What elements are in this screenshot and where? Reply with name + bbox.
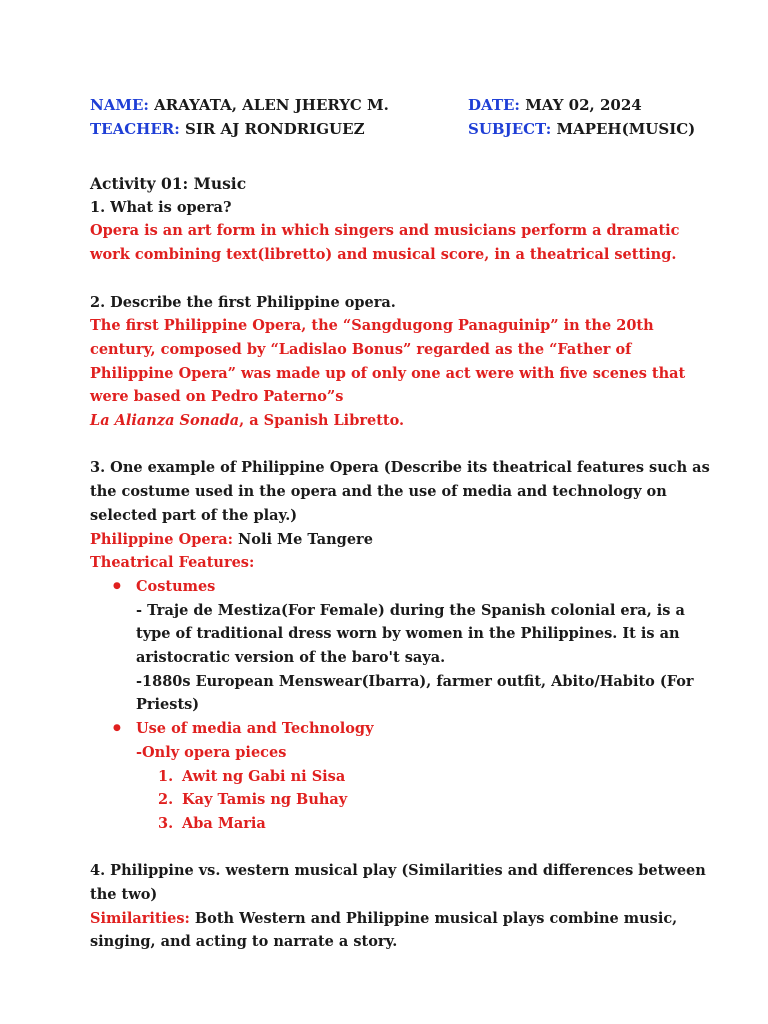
media-note: -Only opera pieces: [136, 743, 287, 761]
opera-pieces-list: [136, 765, 710, 836]
document-body: [90, 172, 710, 954]
date-label: DATE:: [468, 96, 520, 114]
subject-line: [468, 119, 695, 139]
answer-1: Opera is an art form in which singers and musicians perform a dramatic work combining text(libretto) and musical score, in a theatrical setting.: [90, 222, 680, 264]
costumes-label: ● Costumes: [136, 577, 216, 595]
teacher-label: TEACHER:: [90, 120, 180, 138]
name-line: [90, 95, 389, 115]
activity-title: Activity 01: Music: [90, 174, 247, 193]
list-item: [136, 812, 710, 836]
date-value: MAY 02, 2024: [525, 96, 642, 114]
teacher-line: [90, 119, 365, 139]
answer-2: [90, 314, 710, 433]
teacher-value: SIR AJ RONDRIGUEZ: [185, 120, 365, 138]
list-number: 3.: [158, 814, 174, 832]
spacer: [90, 267, 710, 291]
question-2: 2. Describe the first Philippine opera.: [90, 293, 396, 311]
piece-title: Aba Maria: [182, 814, 266, 832]
spacer: [90, 433, 710, 457]
name-label: NAME:: [90, 96, 149, 114]
similarities-text: Both Western and Philippine musical plays combine music, singing, and acting to narrate a story.: [90, 909, 678, 951]
question-3: 3. One example of Philippine Opera (Describe its theatrical features such as the costume used in the opera and the use of media and technology on selected part of the play.): [90, 459, 710, 524]
costume-description-2: -1880s European Menswear(Ibarra), farmer outfit, Abito/Habito (For Priests): [136, 672, 694, 714]
media-label: ● Use of media and Technology: [136, 720, 374, 738]
question-4: 4. Philippine vs. western musical play (Similarities and differences between the two): [90, 862, 706, 904]
subject-value: MAPEH(MUSIC): [556, 120, 696, 138]
list-item: [136, 788, 710, 812]
opera-value: Noli Me Tangere: [238, 530, 373, 548]
similarities-line: [90, 907, 710, 954]
similarities-label: Similarities:: [90, 909, 190, 927]
spacer: [90, 836, 710, 860]
list-number: 2.: [158, 791, 174, 809]
date-line: [468, 95, 642, 115]
opera-label: Philippine Opera:: [90, 530, 233, 548]
answer-2-italic-title: La Alianza Sonada: [90, 412, 240, 430]
list-item: [90, 717, 710, 836]
piece-title: Kay Tamis ng Buhay: [182, 791, 348, 809]
costume-description-1: - Traje de Mestiza(For Female) during the Spanish colonial era, is a type of traditional dress worn by women in the Philippines. It is an aristocratic version of the baro't saya.: [136, 601, 685, 667]
list-number: 1.: [158, 767, 174, 785]
opera-line: [90, 528, 710, 552]
name-value: ARAYATA, ALEN JHERYC M.: [154, 96, 389, 114]
question-1: 1. What is opera?: [90, 198, 232, 216]
answer-2-end: , a Spanish Libretto.: [239, 412, 405, 430]
answer-2-main: The first Philippine Opera, the “Sangdugong Panaguinip” in the 20th century, composed by “Ladislao Bonus” regarded as the “Father of Philippine Opera” was made up of only one act were with five scenes that were based on Pedro Paterno”s: [90, 317, 686, 406]
subject-label: SUBJECT:: [468, 120, 552, 138]
list-item: [136, 765, 710, 789]
features-label: Theatrical Features:: [90, 554, 255, 572]
features-list: [90, 575, 710, 836]
list-item: [90, 575, 710, 717]
piece-title: Awit ng Gabi ni Sisa: [182, 767, 346, 785]
